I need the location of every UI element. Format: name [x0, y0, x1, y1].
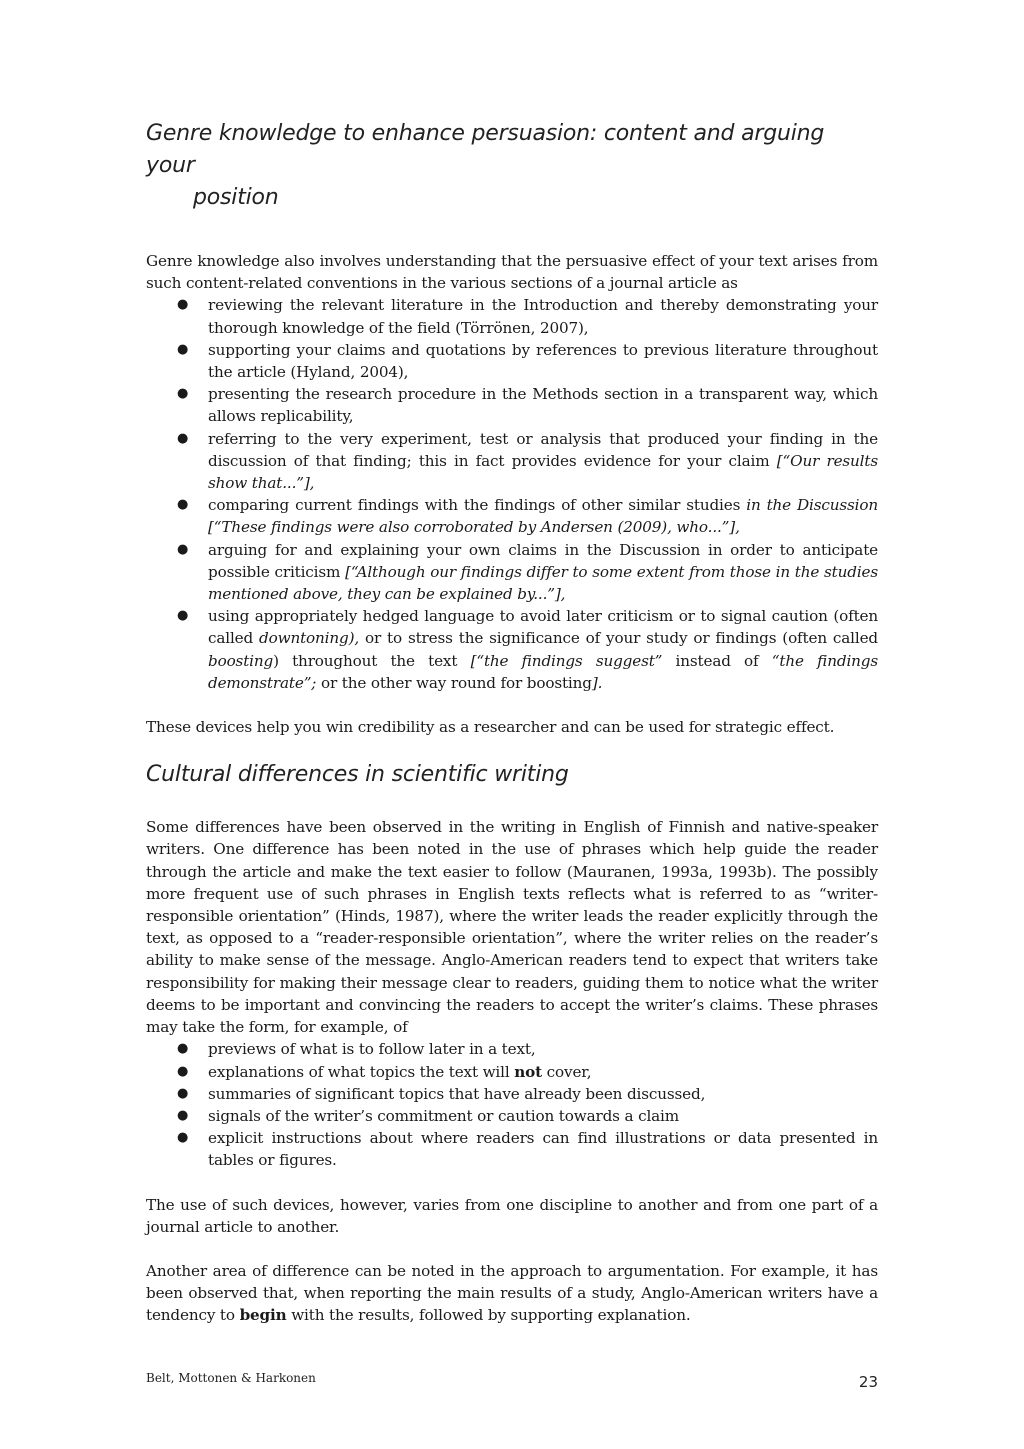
- heading-line-2: position: [193, 185, 279, 210]
- term-boosting: boosting: [208, 651, 274, 670]
- list-item-example: [“Although our findings differ to some extent from those in the studies mentioned above, they can be explained by...”],: [208, 562, 879, 604]
- bullet-icon: ●: [177, 1107, 189, 1123]
- list-item: [146, 539, 878, 606]
- footer-authors: Belt, Mottonen & Harkonen: [146, 1371, 316, 1385]
- list-item-text: signals of the writer’s commitment or caution towards a claim: [208, 1106, 680, 1125]
- list-item: [146, 605, 878, 694]
- list-item-text: explicit instructions about where readers can find illustrations or data presented in tables or figures.: [208, 1129, 878, 1170]
- argumentation-paragraph: [146, 1260, 878, 1327]
- bullet-icon: ●: [177, 1085, 189, 1101]
- list-item-example: [“the findings suggest”: [470, 651, 663, 670]
- guiding-phrases-list: [146, 1038, 878, 1171]
- bullet-icon: ●: [177, 341, 189, 357]
- conclusion-paragraph: These devices help you win credibility as a researcher and can be used for strategic effect.: [146, 718, 835, 737]
- list-item: [146, 1038, 878, 1060]
- list-item-text: or the other way round for boosting: [316, 673, 592, 692]
- list-item-text: previews of what is to follow later in a text,: [208, 1040, 536, 1059]
- list-item: [146, 383, 878, 427]
- list-item-text: presenting the research procedure in the Methods section in a transparent way, which allows replicability,: [208, 385, 878, 426]
- list-item-text: supporting your claims and quotations by references to previous literature throughout the article (Hyland, 2004),: [208, 340, 878, 382]
- section-heading-cultural-differences: Cultural differences in scientific writing: [146, 762, 569, 788]
- cultural-differences-paragraph: Some differences have been observed in the writing in English of Finnish and native-speaker writers. One difference has been noted in the use of phrases which help guide the reader through the article and make the text easier to follow (Mauranen, 1993a, 1993b). The possibly more frequent use of such phrases in English texts reflects what is referred to as “writer-responsible orientation” (Hinds, 1987), where the writer leads the reader explicitly through the text, as opposed to a “reader-responsible orientation”, where the writer relies on the reader’s ability to make sense of the message. Anglo-American readers tend to expect that writers take responsibility for making their message clear to readers, guiding them to notice what the writer deems to be important and convincing the readers to accept the writer’s claims. These phrases may take the form, for example, of: [146, 818, 878, 1037]
- list-item-example: “the findings demonstrate”;: [208, 651, 879, 692]
- list-item: [146, 339, 878, 383]
- list-item-example: [“Our results show that...”],: [208, 451, 878, 493]
- page-number: 23: [858, 1373, 878, 1391]
- emphasis-not: not: [514, 1062, 542, 1081]
- bullet-icon: ●: [177, 1063, 189, 1079]
- list-item: [146, 294, 878, 338]
- list-item-text: or to stress the significance of your study or findings (often called: [359, 629, 878, 648]
- bullet-icon: ●: [177, 541, 189, 557]
- intro-paragraph: Genre knowledge also involves understanding that the persuasive effect of your text arises from such content-related conventions in the various sections of a journal article as: [146, 252, 878, 293]
- section-heading-genre-knowledge: [146, 118, 878, 214]
- discipline-variation-paragraph: The use of such devices, however, varies from one discipline to another and from one part of a journal article to another.: [146, 1195, 878, 1236]
- bullet-icon: ●: [177, 1130, 189, 1146]
- list-item: [146, 494, 878, 538]
- paragraph-text: Another area of difference can be noted in the approach to argumentation. For example, it has been observed that, when reporting the main results of a study, Anglo-American writers have a tendency to: [146, 1261, 878, 1325]
- list-item-text-end: ].: [591, 673, 603, 692]
- list-item-text: explanations of what topics the text will: [208, 1062, 515, 1081]
- page-content: [146, 118, 878, 1327]
- list-item-text: comparing current findings with the findings of other similar studies: [208, 496, 747, 515]
- bullet-icon: ●: [177, 497, 189, 513]
- list-item: [146, 1061, 878, 1083]
- list-item-example: in the Discussion [“These findings were also corroborated by Andersen (2009), who...”],: [208, 496, 878, 537]
- bullet-icon: ●: [177, 608, 189, 624]
- list-item-text: ) throughout the text: [273, 651, 471, 670]
- list-item-text: cover,: [541, 1062, 592, 1081]
- paragraph-text: with the results, followed by supporting explanation.: [286, 1306, 691, 1325]
- list-item-text: instead of: [662, 651, 772, 670]
- list-item-text: arguing for and explaining your own claims in the Discussion in order to anticipate possible criticism: [208, 540, 878, 581]
- list-item: [146, 1083, 878, 1105]
- list-item-text: reviewing the relevant literature in the Introduction and thereby demonstrating your thorough knowledge of the field (Törrönen, 2007),: [208, 296, 878, 337]
- list-item: [146, 1105, 878, 1127]
- list-item-text: using appropriately hedged language to avoid later criticism or to signal caution (often called: [208, 607, 878, 648]
- emphasis-begin: begin: [239, 1306, 287, 1325]
- bullet-icon: ●: [177, 1041, 189, 1057]
- bullet-icon: ●: [177, 386, 189, 402]
- term-downtoning: downtoning),: [259, 629, 360, 648]
- list-item: [146, 428, 878, 495]
- list-item: [146, 1127, 878, 1171]
- persuasion-devices-list: [146, 294, 878, 694]
- bullet-icon: ●: [177, 297, 189, 313]
- list-item-text: referring to the very experiment, test or analysis that produced your finding in the discussion of that finding; this in fact provides evidence for your claim: [208, 429, 878, 470]
- bullet-icon: ●: [177, 430, 189, 446]
- list-item-text: summaries of significant topics that have already been discussed,: [208, 1084, 706, 1103]
- heading-line-1: Genre knowledge to enhance persuasion: content and arguing your: [146, 121, 825, 178]
